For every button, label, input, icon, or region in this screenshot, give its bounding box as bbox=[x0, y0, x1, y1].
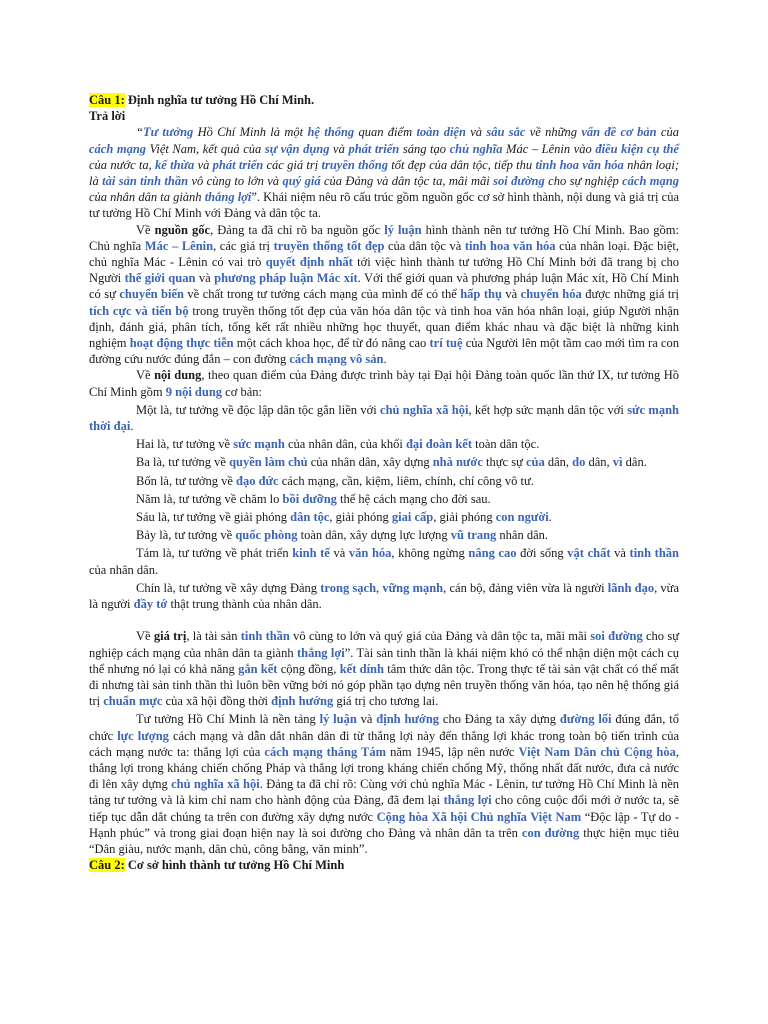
content-item-7 bbox=[89, 527, 679, 543]
content-item-3 bbox=[89, 454, 679, 470]
body-text: , giải phóng bbox=[329, 510, 392, 525]
body-text: tốt đẹp của dân tộc, tiếp thu bbox=[387, 157, 536, 172]
keyword-text: thắng lợi bbox=[296, 645, 345, 660]
keyword-text: thế giới quan bbox=[124, 271, 196, 286]
body-text: Tám là, tư tưởng về phát triển bbox=[136, 546, 293, 561]
keyword-text: soi đường bbox=[493, 174, 545, 189]
question-1-title: Định nghĩa tư tưởng Hồ Chí Minh. bbox=[124, 93, 315, 107]
body-text: cộng đồng, bbox=[277, 661, 340, 676]
question-1-heading bbox=[89, 92, 679, 108]
keyword-text: quốc phòng bbox=[235, 528, 298, 543]
keyword-text: lực lượng bbox=[117, 728, 169, 743]
paragraph-value bbox=[89, 628, 679, 709]
question-2-heading bbox=[89, 857, 679, 873]
body-text: Hồ Chí Minh là một bbox=[193, 125, 308, 140]
keyword-text: tinh hoa văn hóa bbox=[464, 238, 556, 253]
body-text: và bbox=[501, 287, 521, 302]
keyword-text: cách mạng bbox=[622, 174, 679, 189]
keyword-text: vũ trang bbox=[450, 528, 497, 543]
keyword-text: lãnh đạo bbox=[607, 580, 655, 595]
keyword-text: hoạt động thực tiễn bbox=[129, 336, 234, 351]
keyword-text: hấp thụ bbox=[460, 287, 502, 302]
body-text: về những bbox=[525, 125, 582, 140]
keyword-text: chuyển hóa bbox=[520, 287, 582, 302]
keyword-text: đạo đức bbox=[236, 473, 279, 488]
body-text: của bbox=[656, 125, 679, 140]
keyword-text: cách mạng tháng Tám bbox=[264, 744, 387, 759]
body-text: , vừa là người bbox=[89, 580, 679, 612]
body-text: Về bbox=[136, 368, 155, 383]
keyword-text: tinh thần bbox=[240, 629, 290, 644]
keyword-text: nâng cao bbox=[468, 546, 517, 561]
body-text: thực sự bbox=[482, 455, 526, 470]
keyword-text: tinh hoa văn hóa bbox=[535, 157, 624, 172]
keyword-text: trong sạch bbox=[320, 580, 377, 595]
content-item-8 bbox=[89, 545, 679, 577]
keyword-text: cách mạng vô sản bbox=[289, 352, 384, 367]
keyword-text: sức mạnh thời đại bbox=[89, 402, 679, 434]
body-text: sáng tạo bbox=[399, 141, 450, 156]
body-text: , là tài sản bbox=[186, 629, 241, 644]
question-2-label: Câu 2: bbox=[89, 858, 125, 873]
keyword-text: tích cực và tiến bộ bbox=[89, 303, 189, 318]
keyword-text: toàn diện bbox=[416, 125, 466, 140]
body-text: dân. bbox=[622, 455, 647, 470]
body-text: hình thành nên tư tưởng Hồ Chí Minh. Bao gồm: Chủ nghĩa bbox=[89, 222, 680, 253]
body-text: giá trị bbox=[153, 629, 187, 644]
body-text: tâm thức dân tộc. Trong thực tế tài sản vật chất có thể mất đi nhưng tài sản tinh thần thì luôn bền vững bởi nó góp phần tạo dựng nên truyền thống văn hóa, tạo nên hệ thống giá trị bbox=[89, 661, 679, 709]
body-text: Mác – Lênin vào bbox=[502, 141, 596, 156]
keyword-text: soi đường bbox=[590, 629, 643, 644]
keyword-text: vững mạnh bbox=[382, 580, 444, 595]
body-text: nguồn gốc bbox=[154, 222, 211, 237]
question-1-label: Câu 1: bbox=[89, 93, 125, 107]
body-text: và bbox=[610, 546, 630, 561]
body-text: quan điểm bbox=[354, 125, 417, 140]
body-text: . bbox=[383, 352, 387, 367]
keyword-text: thắng lợi bbox=[443, 793, 492, 808]
body-text: của nước ta, bbox=[89, 157, 156, 172]
content-item-2 bbox=[89, 436, 679, 452]
keyword-text: dân tộc bbox=[290, 510, 330, 525]
body-text: nội dung bbox=[154, 368, 202, 383]
keyword-text: sức mạnh bbox=[233, 437, 285, 452]
body-text: của nhân dân, xây dựng bbox=[307, 455, 433, 470]
body-text: nhân loại; là bbox=[89, 157, 679, 189]
body-text: , bbox=[376, 580, 383, 595]
body-text: Một là, tư tưởng về độc lập dân tộc gắn liền với bbox=[136, 402, 381, 417]
paragraph-foundation bbox=[89, 711, 679, 857]
body-text: trong truyền thống tốt đẹp của văn hóa dân tộc và tinh hoa văn hóa nhân loại, giúp Người nhận định, đánh giá, phân tích, tổng kết rất nhiều những học thuyết, quan điểm khác nhau và đặc biệt là những kinh nghiệm bbox=[89, 303, 679, 351]
body-text: giá trị cho tương lai. bbox=[333, 694, 439, 709]
keyword-text: gắn kết bbox=[238, 661, 278, 676]
body-text: , không ngừng bbox=[391, 546, 469, 561]
keyword-text: chuyển biến bbox=[119, 287, 184, 302]
content-item-9 bbox=[89, 580, 679, 612]
keyword-text: do bbox=[572, 455, 586, 470]
keyword-text: sự vận dụng bbox=[264, 141, 330, 156]
body-text: Bảy là, tư tưởng về bbox=[136, 528, 236, 543]
keyword-text: định hướng bbox=[271, 694, 334, 709]
paragraph-gap bbox=[89, 612, 679, 628]
keyword-text: Việt Nam Dân chủ Cộng hòa bbox=[518, 744, 676, 759]
body-text: và bbox=[356, 712, 377, 727]
body-text: cách mạng và dẫn dắt nhân dân đi từ thắng lợi này đến thắng lợi khác trong toàn bộ tiến trình của cách mạng nước ta: thắng lợi của bbox=[89, 728, 680, 759]
body-text: toàn dân, xây dựng lực lượng bbox=[297, 528, 451, 543]
body-text: của Đảng và dân tộc ta, mãi mãi bbox=[320, 174, 494, 189]
keyword-text: vật chất bbox=[567, 546, 611, 561]
keyword-text: quyết định nhất bbox=[265, 255, 353, 270]
keyword-text: sâu sắc bbox=[486, 125, 526, 140]
keyword-text: 9 nội dung bbox=[165, 384, 223, 399]
keyword-text: chuẩn mực bbox=[103, 694, 163, 709]
body-text: ”. Khái niệm nêu rõ cấu trúc gồm nguồn gốc cơ sở hình thành, nội dung và giá trị của tư tưởng Hồ Chí Minh với Đảng và dân tộc ta. bbox=[89, 190, 679, 221]
content-item-6 bbox=[89, 509, 679, 525]
keyword-text: nhà nước bbox=[432, 455, 483, 470]
body-text: Ba là, tư tưởng về bbox=[136, 455, 230, 470]
keyword-text: kinh tế bbox=[292, 546, 330, 561]
body-text: và bbox=[465, 125, 487, 140]
body-text: Hai là, tư tưởng về bbox=[136, 437, 234, 452]
keyword-text: phát triển bbox=[348, 141, 400, 156]
body-text: Bốn là, tư tưởng về bbox=[136, 473, 237, 488]
keyword-text: chủ nghĩa xã hội bbox=[380, 402, 469, 417]
document-body bbox=[89, 92, 679, 873]
body-text: , các giá trị bbox=[213, 238, 274, 253]
keyword-text: bồi dưỡng bbox=[282, 491, 337, 506]
body-text: toàn dân tộc. bbox=[471, 437, 540, 452]
keyword-text: đường lối bbox=[559, 712, 612, 727]
keyword-text: quyền làm chủ bbox=[229, 455, 308, 470]
keyword-text: tài sản tinh thần bbox=[102, 174, 189, 189]
body-text: Tư tưởng Hồ Chí Minh là nền tảng bbox=[136, 712, 320, 727]
body-text: Sáu là, tư tưởng về giải phóng bbox=[136, 510, 291, 525]
keyword-text: thắng lợi bbox=[204, 190, 252, 205]
body-text: một cách khoa học, để từ đó nâng cao bbox=[233, 336, 430, 351]
body-text: Việt Nam, kết quả của bbox=[146, 141, 265, 156]
body-text: được những giá trị bbox=[581, 287, 679, 302]
keyword-text: tinh thần bbox=[629, 546, 680, 561]
keyword-text: truyền thống bbox=[321, 157, 388, 172]
body-text: cho sự nghiệp bbox=[544, 174, 623, 189]
keyword-text: điều kiện cụ thể bbox=[595, 141, 679, 156]
body-text: , thắng lợi trong kháng chiến chống Pháp và thắng lợi trong kháng chiến chống Mỹ, thống nhất đất nước, đưa cả nước đi lên xây dựng bbox=[89, 744, 679, 792]
question-2-title: Cơ sở hình thành tư tưởng Hồ Chí Minh bbox=[124, 858, 345, 873]
body-text: , theo quan điểm của Đảng được trình bày tại Đại hội Đảng toàn quốc lần thứ IX, tư tưởng Hồ Chí Minh gồm bbox=[89, 368, 680, 399]
keyword-text: phương pháp luận Mác xít bbox=[214, 271, 358, 286]
keyword-text: truyền thống tốt đẹp bbox=[273, 238, 385, 253]
body-text: . bbox=[130, 419, 134, 434]
content-item-5 bbox=[89, 491, 679, 507]
keyword-text: chủ nghĩa xã hội bbox=[171, 777, 260, 792]
paragraph-definition bbox=[89, 124, 679, 221]
keyword-text: chủ nghĩa bbox=[449, 141, 503, 156]
body-text: và bbox=[329, 141, 349, 156]
keyword-text: đầy tớ bbox=[133, 597, 168, 612]
keyword-text: lý luận bbox=[319, 712, 357, 727]
keyword-text: đại đoàn kết bbox=[405, 437, 472, 452]
body-text: thế hệ cách mạng cho đời sau. bbox=[336, 491, 491, 506]
keyword-text: Mác – Lênin bbox=[144, 238, 214, 253]
body-text: , giải phóng bbox=[433, 510, 496, 525]
keyword-text: kế thừa bbox=[155, 157, 195, 172]
body-text: dân, bbox=[544, 455, 573, 470]
body-text: của nhân loại. Đặc biệt, chủ nghĩa Mác - Lênin có vai trò bbox=[89, 238, 680, 270]
body-text: cho Đảng ta xây dựng bbox=[439, 712, 560, 727]
body-text: nhân dân. bbox=[496, 528, 549, 543]
body-text: thực hiện mục tiêu “Dân giàu, nước mạnh, dân chủ, công bằng, văn minh”. bbox=[89, 825, 679, 856]
keyword-text: của bbox=[525, 455, 545, 470]
body-text: của nhân dân ta giành bbox=[89, 190, 205, 205]
keyword-text: kết dính bbox=[339, 661, 384, 676]
body-text: “ bbox=[136, 125, 143, 140]
body-text: của xã hội đồng thời bbox=[162, 694, 272, 709]
body-text: , cán bộ, đảng viên vừa là người bbox=[443, 580, 608, 595]
body-text: cơ bản: bbox=[222, 384, 262, 399]
body-text: và bbox=[194, 157, 213, 172]
keyword-text: phát triển bbox=[212, 157, 264, 172]
keyword-text: định hướng bbox=[376, 712, 440, 727]
body-text: đời sống bbox=[516, 546, 568, 561]
body-text: , Đảng ta đã chỉ rõ ba nguồn gốc bbox=[210, 222, 385, 237]
body-text: Năm là, tư tưởng về chăm lo bbox=[136, 491, 283, 506]
paragraph-content bbox=[89, 367, 679, 399]
keyword-text: quý giá bbox=[282, 174, 321, 189]
body-text: đúng đắn, tổ chức bbox=[89, 712, 679, 743]
body-text: , kết hợp sức mạnh dân tộc với bbox=[468, 402, 628, 417]
keyword-text: con đường bbox=[521, 825, 580, 840]
answer-label: Trả lời bbox=[89, 109, 126, 124]
body-text: cho sự nghiệp cách mạng của nhân dân ta giành bbox=[89, 629, 679, 660]
keyword-text: trí tuệ bbox=[429, 336, 463, 351]
body-text: và bbox=[329, 546, 349, 561]
body-text: và bbox=[195, 271, 215, 286]
body-text: về chất trong tư tưởng cách mạng của mình để có thể bbox=[183, 287, 461, 302]
body-text: . Với thế giới quan và phương pháp luận Mác xít, Hồ Chí Minh có sự bbox=[89, 271, 679, 302]
body-text: . bbox=[548, 510, 552, 525]
keyword-text: Cộng hòa Xã hội Chủ nghĩa Việt Nam bbox=[376, 809, 582, 824]
keyword-text: giai cấp bbox=[391, 510, 434, 525]
body-text: Chín là, tư tưởng về xây dựng Đảng bbox=[136, 580, 321, 595]
body-text: của nhân dân. bbox=[89, 562, 159, 577]
paragraph-origin bbox=[89, 222, 679, 368]
keyword-text: Tư tưởng bbox=[142, 125, 194, 140]
body-text: năm 1945, lập nên nước bbox=[386, 744, 519, 759]
content-item-1 bbox=[89, 402, 679, 434]
keyword-text: hệ thống bbox=[307, 125, 355, 140]
body-text: của nhân dân, của khối bbox=[284, 437, 406, 452]
keyword-text: vì bbox=[612, 455, 623, 470]
keyword-text: lý luận bbox=[384, 222, 422, 237]
body-text: thật trung thành của nhân dân. bbox=[167, 597, 322, 612]
body-text: Về bbox=[136, 222, 155, 237]
body-text: tới việc hình thành tư tưởng Hồ Chí Minh bởi đã trang bị cho Người bbox=[89, 255, 679, 286]
body-text: dân, bbox=[585, 455, 613, 470]
body-text: Về bbox=[136, 629, 154, 644]
body-text: của dân tộc và bbox=[384, 238, 465, 253]
body-text: cho công cuộc đổi mới ở nước ta, sẽ tiếp tục dẫn dắt chúng ta trên con đường xây dựng nước bbox=[89, 793, 679, 824]
body-text: vô cùng to lớn và quý giá của Đảng và dân tộc ta, mãi mãi bbox=[289, 629, 591, 644]
body-text: . Đảng ta đã chỉ rõ: Cùng với chủ nghĩa Mác - Lênin, tư tưởng Hồ Chí Minh là nền tảng tư tưởng và là kim chỉ nam cho hành động của Đảng, đã đem lại bbox=[89, 777, 680, 808]
keyword-text: văn hóa bbox=[348, 546, 392, 561]
keyword-text: cách mạng bbox=[89, 141, 147, 156]
body-text: ”. Tài sản tinh thần là khái niệm khó có thể nhận diện một cách cụ thể nhưng nó lại có khả năng bbox=[89, 645, 679, 676]
body-text: cách mạng, cần, kiệm, liêm, chính, chí công vô tư. bbox=[278, 473, 534, 488]
body-text: các giá trị bbox=[263, 157, 322, 172]
body-text: vô cùng to lớn và bbox=[188, 174, 283, 189]
keyword-text: vấn đề cơ bản bbox=[581, 125, 657, 140]
content-item-4 bbox=[89, 473, 679, 489]
body-text: “Độc lập - Tự do - Hạnh phúc” và trong giai đoạn hiện nay là soi đường cho Đảng và nhân dân ta trên bbox=[89, 809, 679, 840]
body-text: của Người lên một tầm cao mới tìm ra con đường cứu nước đúng đắn – con đường bbox=[89, 336, 679, 367]
keyword-text: con người bbox=[495, 510, 549, 525]
